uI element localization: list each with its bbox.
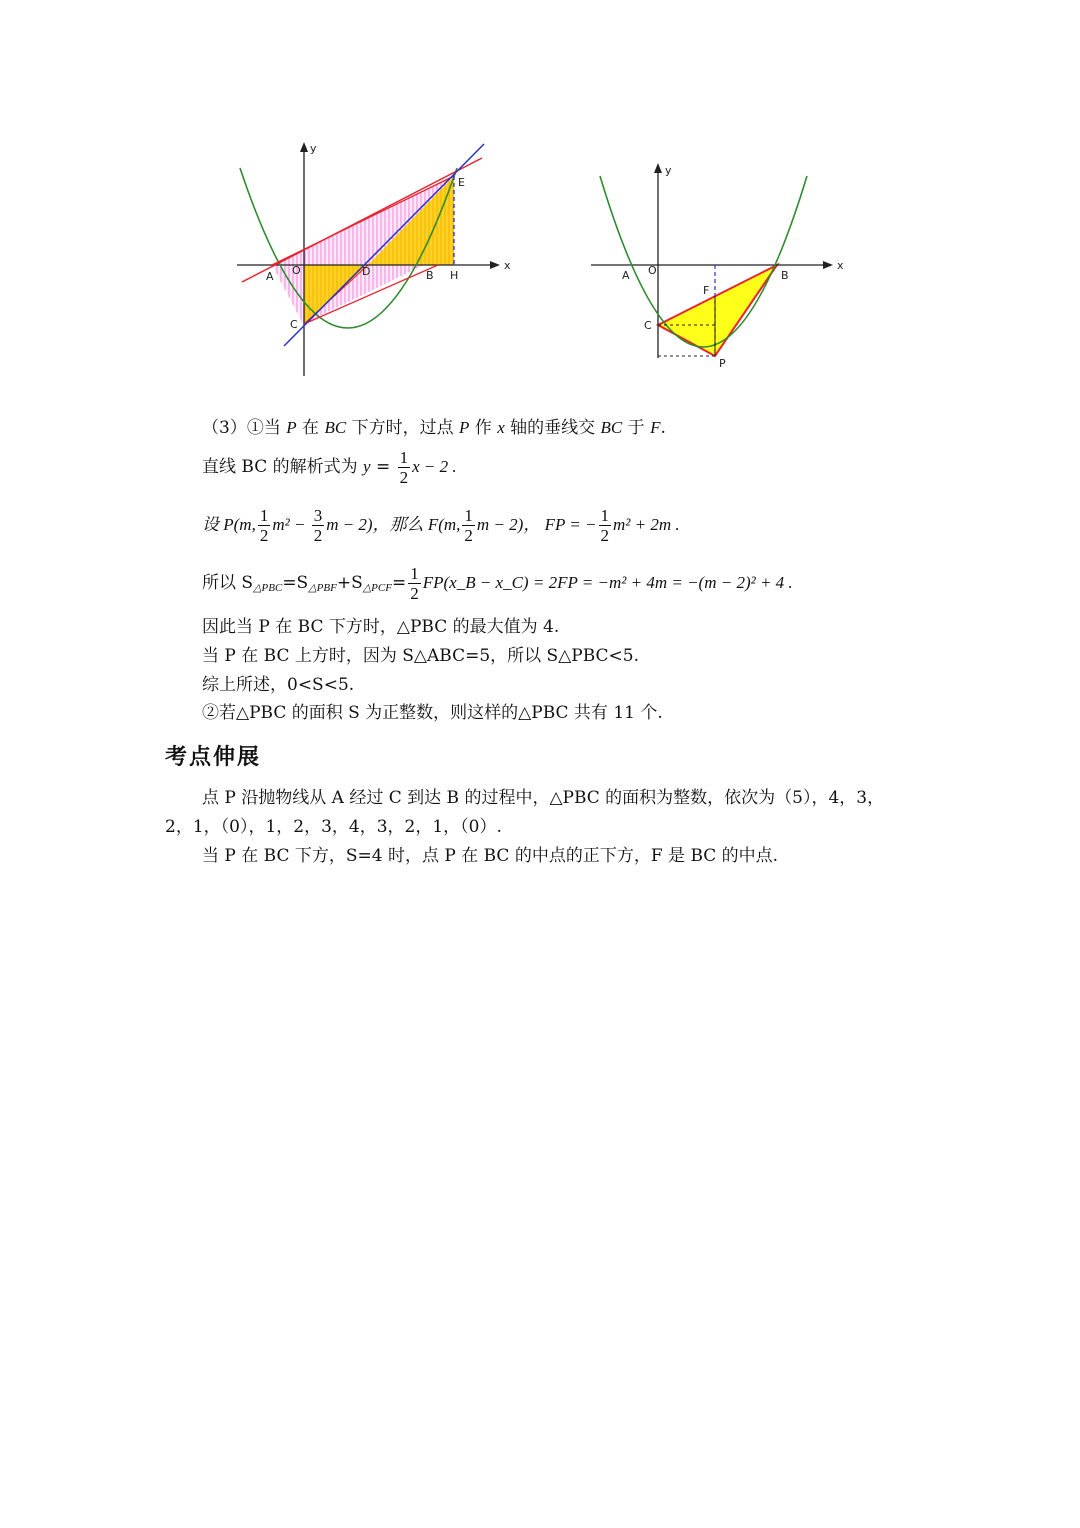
text: （3）①当 <box>202 418 287 438</box>
label-o: O <box>648 264 657 277</box>
solution-line-1 <box>202 416 666 440</box>
label-x: x <box>837 259 844 272</box>
fraction: $\frac{1}{2}$ <box>259 506 269 545</box>
var-bc: BC <box>324 418 347 437</box>
var-y: y <box>363 457 371 476</box>
label-a: A <box>266 270 274 283</box>
section-heading: 考点伸展 <box>165 744 262 770</box>
solution-line-2 <box>202 448 457 487</box>
solution-line-6: 当 P 在 BC 上方时，因为 S△ABC=5，所以 S△PBC<5. <box>202 646 639 666</box>
solution-line-4 <box>202 564 793 603</box>
var-p: P <box>458 418 470 437</box>
solution-line-7: 综上所述，0<S<5. <box>202 675 355 695</box>
figure-2 <box>585 158 855 373</box>
text: m² + 2m . <box>613 515 680 534</box>
label-b: B <box>426 269 434 282</box>
text: +S <box>336 573 363 593</box>
text: m − 2)， FP = − <box>476 515 597 534</box>
text: =S <box>282 573 309 593</box>
label-a: A <box>622 269 630 282</box>
label-h: H <box>450 269 459 282</box>
x-axis-arrow <box>823 261 833 269</box>
triangle-pbc <box>658 265 777 356</box>
label-y: y <box>665 164 672 177</box>
label-b: B <box>781 269 789 282</box>
fraction: $\frac{1}{2}$ <box>600 506 609 545</box>
fraction: $\frac{1}{2}$ <box>464 506 473 545</box>
text: 作 <box>469 418 498 438</box>
figure-2-svg <box>585 158 855 373</box>
text: 直线 BC 的解析式为 <box>202 457 364 477</box>
label-x: x <box>504 259 511 272</box>
text: 下方时，过点 <box>346 418 459 438</box>
x-axis-arrow <box>490 261 500 269</box>
extension-paragraph-1b: 2，1，（0），1，2，3，4，3，2，1，（0）. <box>165 817 502 837</box>
text: m² − <box>272 515 310 534</box>
text: 在 <box>296 418 325 438</box>
var-p: P <box>286 418 297 437</box>
text: = <box>391 573 407 593</box>
figure-1-svg <box>232 138 522 378</box>
label-e: E <box>458 176 465 189</box>
var-f: F <box>650 418 661 437</box>
solution-line-3 <box>202 506 680 545</box>
text: 所以 S <box>202 573 254 593</box>
text: = <box>370 457 396 477</box>
extension-paragraph-2: 当 P 在 BC 下方，S=4 时，点 P 在 BC 的中点的正下方，F 是 BC 的中点. <box>202 846 779 866</box>
subscript: △PBF <box>308 582 337 594</box>
extension-paragraph-1: 点 P 沿抛物线从 A 经过 C 到达 B 的过程中，△PBC 的面积为整数，依次为（5），4，3， <box>202 788 885 808</box>
label-o: O <box>292 264 301 277</box>
label-d: D <box>362 265 371 278</box>
subscript: △PCF <box>362 582 392 594</box>
y-axis-arrow <box>654 163 662 173</box>
fraction: $\frac{1}{2}$ <box>410 564 419 603</box>
text: 轴的垂线交 <box>504 418 601 438</box>
figure-1 <box>232 138 522 378</box>
y-axis-arrow <box>300 142 308 152</box>
var-bc: BC <box>600 418 623 437</box>
label-p: P <box>719 357 726 370</box>
subscript: △PBC <box>253 582 283 594</box>
label-f: F <box>703 284 710 297</box>
text: 设 P(m, <box>202 515 256 534</box>
fraction: $\frac{1}{2}$ <box>399 448 409 487</box>
solution-line-5: 因此当 P 在 BC 下方时，△PBC 的最大值为 4. <box>202 617 560 637</box>
label-c: C <box>290 318 298 331</box>
text: 于 <box>622 418 651 438</box>
var-x: x <box>497 418 505 437</box>
text: FP(x_B − x_C) = 2FP = −m² + 4m = −(m − 2)² + 4 . <box>422 573 793 592</box>
text: x − 2 . <box>412 457 457 476</box>
solution-line-8: ②若△PBC 的面积 S 为正整数，则这样的△PBC 共有 11 个. <box>202 703 663 723</box>
text: m − 2)，那么 F(m, <box>326 515 461 534</box>
fraction: $\frac{3}{2}$ <box>313 506 323 545</box>
label-c: C <box>644 319 652 332</box>
label-y: y <box>310 142 317 155</box>
text: . <box>660 418 666 438</box>
